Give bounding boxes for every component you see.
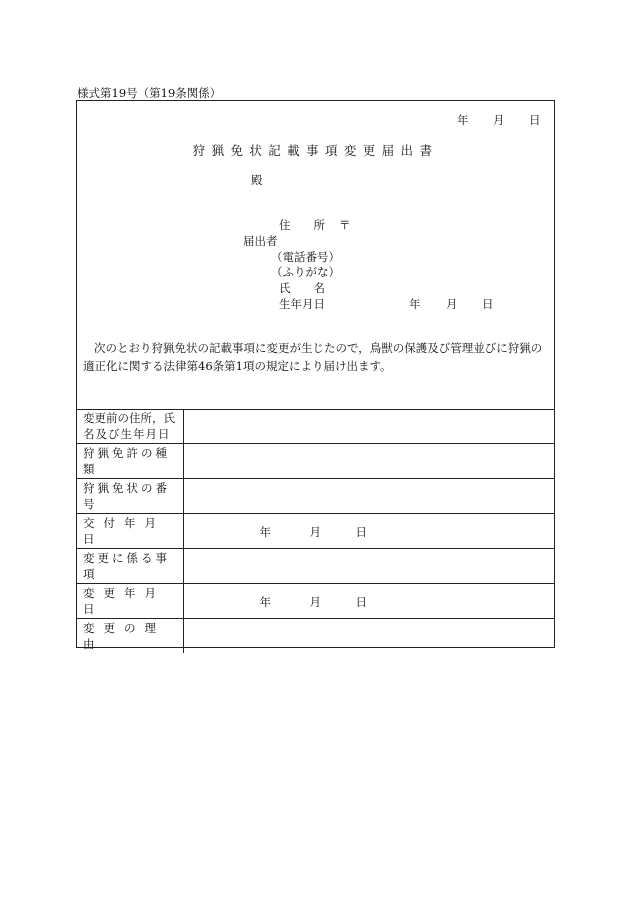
- form-title: 狩猟免状記載事項変更届出書: [192, 143, 439, 158]
- table-row: [77, 479, 554, 514]
- change-reason-field[interactable]: [183, 619, 554, 654]
- name-label: 氏 名: [279, 281, 325, 295]
- issue-month-label: 月: [309, 525, 321, 539]
- changed-items-label: 変更に係る事項: [77, 549, 183, 584]
- submission-day-label: 日: [529, 113, 541, 127]
- issue-date-field[interactable]: [183, 514, 554, 549]
- license-type-field[interactable]: [183, 444, 554, 479]
- previous-info-label-line2: 名及び生年月日: [83, 427, 171, 441]
- issue-day-label: 日: [355, 525, 367, 539]
- license-number-label: 狩猟免状の番号: [77, 479, 183, 514]
- change-date-field[interactable]: [183, 584, 554, 619]
- submission-month-label: 月: [493, 113, 505, 127]
- table-row: [77, 409, 554, 444]
- table-row: [77, 549, 554, 584]
- notifier-label: 届出者: [243, 234, 278, 248]
- furigana-label: （ふりがな）: [271, 265, 340, 279]
- license-type-label: 狩猟免許の種類: [77, 444, 183, 479]
- table-row: [77, 584, 554, 619]
- addressee-suffix: 殿: [251, 173, 263, 187]
- change-date-label: 変更年月日: [77, 584, 183, 619]
- details-table: [77, 409, 554, 653]
- phone-label: （電話番号）: [271, 250, 340, 264]
- change-month-label: 月: [309, 595, 321, 609]
- change-reason-label: 変更の理由: [77, 619, 183, 654]
- submission-year-label: 年: [457, 113, 469, 127]
- dob-month-label: 月: [446, 297, 458, 311]
- dob-label: 生年月日: [279, 297, 325, 311]
- dob-year-label: 年: [409, 297, 421, 311]
- changed-items-field[interactable]: [183, 549, 554, 584]
- previous-info-label: [77, 409, 183, 444]
- license-number-field[interactable]: [183, 479, 554, 514]
- postal-mark: 〒: [339, 218, 351, 232]
- issue-date-label: 交付年月日: [77, 514, 183, 549]
- previous-info-field[interactable]: [183, 409, 554, 444]
- form-number: 様式第19号（第19条関係）: [77, 86, 222, 100]
- address-label: 住 所: [279, 218, 325, 232]
- table-row: [77, 514, 554, 549]
- table-row: [77, 444, 554, 479]
- header-area: [77, 101, 554, 410]
- declaration-text: 次のとおり狩猟免状の記載事項に変更が生じたので，鳥獣の保護及び管理並びに狩猟の適正化に関する法律第46条第1項の規定により届け出ます。: [83, 341, 543, 373]
- change-year-label: 年: [259, 595, 271, 609]
- previous-info-label-line1: 変更前の住所，氏: [83, 411, 175, 425]
- issue-year-label: 年: [259, 525, 271, 539]
- dob-day-label: 日: [482, 297, 494, 311]
- form-frame: [76, 100, 555, 651]
- change-day-label: 日: [355, 595, 367, 609]
- table-row: [77, 619, 554, 654]
